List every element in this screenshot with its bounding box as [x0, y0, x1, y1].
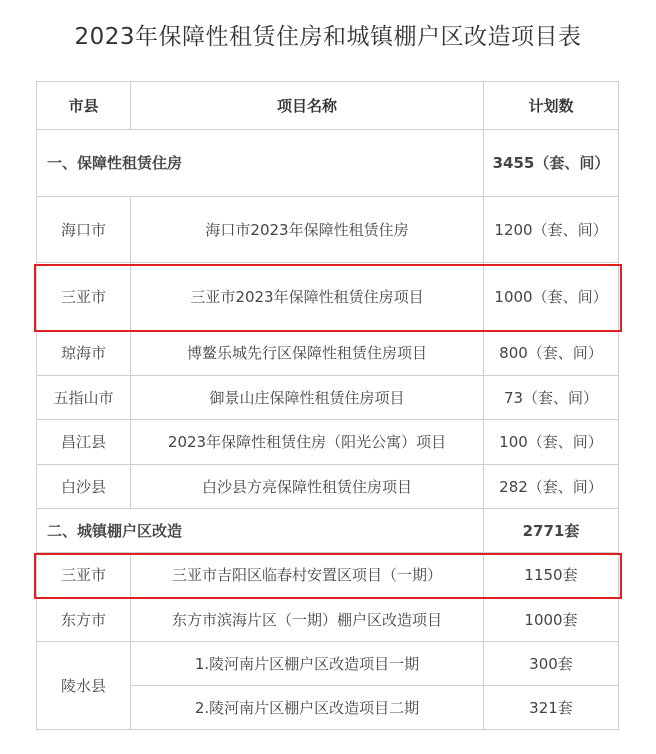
city-cell: 三亚市: [37, 263, 131, 331]
project-cell: 御景山庄保障性租赁住房项目: [131, 376, 484, 420]
section-label: 二、城镇棚户区改造: [37, 509, 484, 553]
column-header-plan: 计划数: [484, 82, 619, 130]
table-row: [37, 553, 619, 598]
city-cell: 三亚市: [37, 553, 131, 598]
plan-cell: 1150套: [484, 553, 619, 598]
column-header-project: 项目名称: [131, 82, 484, 130]
section-total: 2771套: [484, 509, 619, 553]
table-row: [37, 331, 619, 376]
project-table: [36, 81, 619, 730]
project-cell: 东方市滨海片区（一期）棚户区改造项目: [131, 598, 484, 642]
table-row: [37, 420, 619, 465]
plan-cell: 1000套: [484, 598, 619, 642]
section-total: 3455（套、间）: [484, 130, 619, 197]
project-cell: 博鳌乐城先行区保障性租赁住房项目: [131, 331, 484, 376]
plan-cell: 282（套、间）: [484, 465, 619, 509]
plan-cell: 1200（套、间）: [484, 197, 619, 263]
table-row: [37, 376, 619, 420]
plan-cell: 1000（套、间）: [484, 263, 619, 331]
table-row: [37, 465, 619, 509]
project-cell: 白沙县方亮保障性租赁住房项目: [131, 465, 484, 509]
city-cell: 五指山市: [37, 376, 131, 420]
city-cell: 昌江县: [37, 420, 131, 465]
table-row: [37, 642, 619, 686]
page-title: 2023年保障性租赁住房和城镇棚户区改造项目表: [74, 24, 582, 50]
column-header-city: 市县: [37, 82, 131, 130]
plan-cell: 300套: [484, 642, 619, 686]
section-row-rental-housing: [37, 130, 619, 197]
plan-cell: 800（套、间）: [484, 331, 619, 376]
table-row: [37, 598, 619, 642]
section-row-shantytown: [37, 509, 619, 553]
plan-cell: 100（套、间）: [484, 420, 619, 465]
project-cell: 海口市2023年保障性租赁住房: [131, 197, 484, 263]
plan-cell: 73（套、间）: [484, 376, 619, 420]
plan-cell: 321套: [484, 686, 619, 730]
table-row: [37, 263, 619, 331]
table-row: [37, 197, 619, 263]
city-cell: 东方市: [37, 598, 131, 642]
project-cell: 三亚市吉阳区临春村安置区项目（一期）: [131, 553, 484, 598]
project-cell: 2023年保障性租赁住房（阳光公寓）项目: [131, 420, 484, 465]
city-cell: 陵水县: [37, 642, 131, 730]
city-cell: 海口市: [37, 197, 131, 263]
project-cell: 2.陵河南片区棚户区改造项目二期: [131, 686, 484, 730]
project-cell: 三亚市2023年保障性租赁住房项目: [131, 263, 484, 331]
city-cell: 白沙县: [37, 465, 131, 509]
project-cell: 1.陵河南片区棚户区改造项目一期: [131, 642, 484, 686]
table-header-row: [37, 82, 619, 130]
city-cell: 琼海市: [37, 331, 131, 376]
section-label: 一、保障性租赁住房: [37, 130, 484, 197]
